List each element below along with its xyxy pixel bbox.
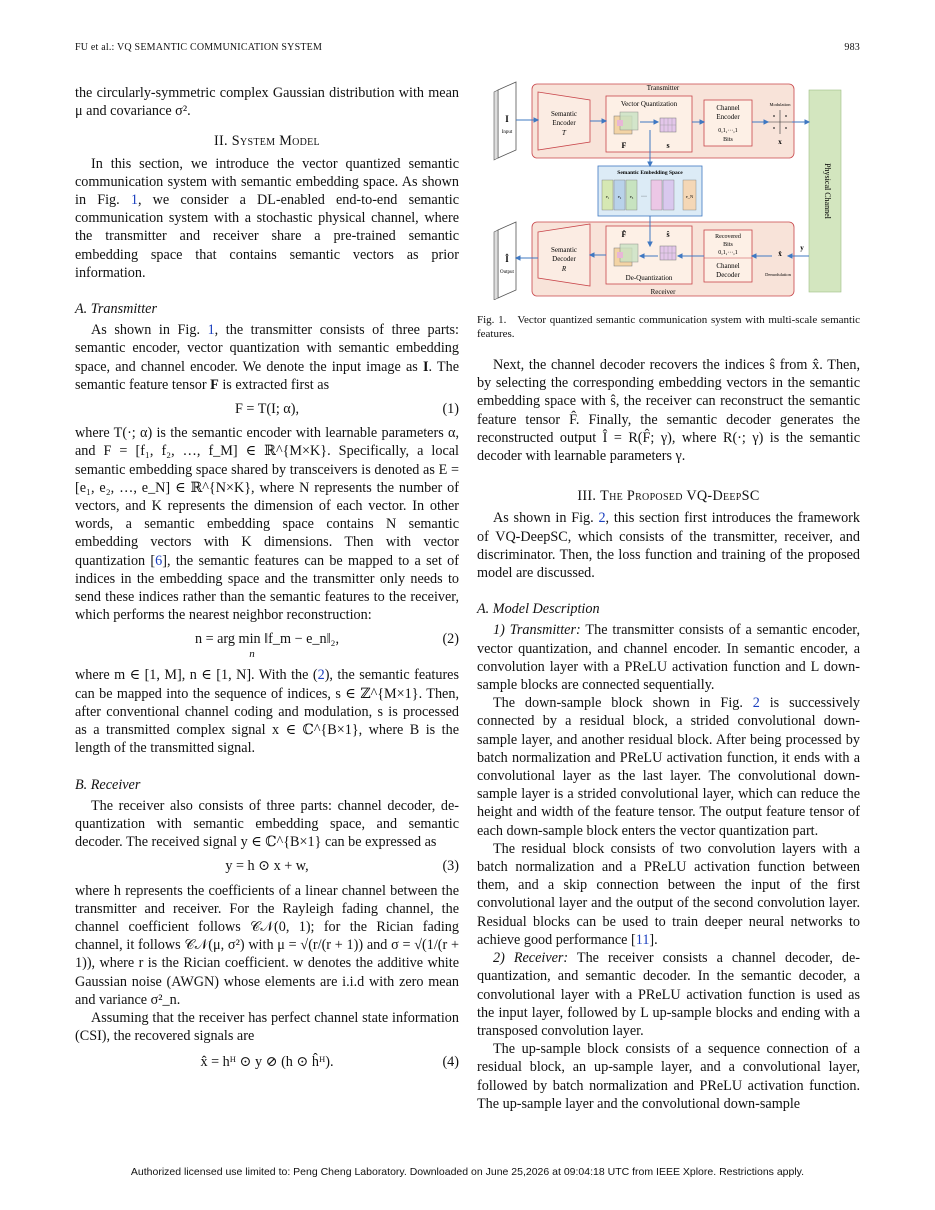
section-title: System Model [231, 133, 320, 150]
recovered-bits-label: Recovered [715, 234, 741, 240]
equation-body: F = T(I; α), [234, 401, 300, 418]
equation-number: (1) [442, 401, 459, 418]
paragraph: where h represents the coefficients of a linear channel between the transmitter and receiver. For the Rayleigh fading channel, the channel coefficient follows 𝒞𝒩(0, 1); for the Rician fading channel, it follows 𝒞𝒩(μ, σ²) with μ = √(r/(r + 1)) and σ = √(1/(r + 1)), where r is the Rician coefficient. w denotes the additive white Gaussian noise (AWGN) whose elements are i.i.d with zero mean and variance σ²_n. [75, 882, 459, 1008]
figure-link[interactable]: 2 [598, 510, 606, 527]
physical-channel-label: Physical Channel [823, 163, 832, 219]
paragraph: The down-sample block shown in Fig. 2 is successively connected by a residual block, a strided convolutional down-sample layer, and another residual block. After being processed by batch normalization and PReLU activation function, it ends with a convolutional layer as the last layer. The convolutional down-sample layer is a strided convolutional layer, which can reduce the height and width of the feature tensor. The output feature tensor of each down-sample block enters the vector quantization part. [477, 695, 860, 839]
caption-label: Fig. 1. [477, 314, 507, 326]
equation-body: n = arg min ‖f_m − e_n‖₂, [194, 631, 340, 648]
figure-1-diagram [490, 80, 860, 300]
demodulation-label: Demodulation [765, 272, 791, 277]
paragraph: As shown in Fig. 1, the transmitter consists of three parts: semantic encoder, vector quantization with semantic embedding space, and channel encoder. We denote the input image as I. The semantic feature tensor F is extracted first as [75, 322, 460, 393]
embedding-ellipsis: ··· [641, 194, 647, 200]
input-image [494, 82, 516, 160]
recovered-bits-label-2: Bits [723, 242, 733, 248]
paragraph: where m ∈ [1, M], n ∈ [1, N]. With the (2), the semantic features can be mapped into the sequence of indices, s ∈ ℤ^{M×1}. Then, after conventional channel coding and modulation, s is processed as a transmitted complex signal x ∈ ℂ^{B×1}, where B is the length of the transmitted signal. [75, 667, 459, 757]
index-symbol: s [666, 141, 670, 150]
equation-body: x̂ = hᴴ ⊙ y ⊘ (h ⊙ ĥᴴ). [200, 1054, 334, 1071]
paragraph: The receiver also consists of three parts: channel decoder, de-quantization with semantic embedding space, and semantic decoder. The received signal y ∈ ℂ^{B×1} can be expressed as [75, 797, 459, 851]
paragraph: Next, the channel decoder recovers the indices ŝ from x̂. Then, by selecting the corresponding embedding vectors in the semantic embedding space with ŝ, the receiver can reconstruct the semantic feature tensor F̂. Finally, the semantic decoder generates the reconstructed output Î = R(F̂; γ), where R(·; γ) is the semantic decoder with learnable parameters γ. [477, 357, 860, 465]
section-title: The Proposed VQ-DeepSC [600, 488, 760, 505]
paragraph: 1) Transmitter: The transmitter consists of a semantic encoder, vector quantization, and channel encoder. In semantic encoder, a convolution layer with a PReLU activation function and L down-sample blocks are connected sequentially. [477, 622, 861, 694]
paragraph: Assuming that the receiver has perfect channel state information (CSI), the recovered signals are [75, 1009, 459, 1045]
right-column [477, 356, 860, 1113]
bits-label: Bits [723, 137, 733, 143]
embedding-cell-label: e₂ [617, 194, 622, 199]
channel-encoder-label-2: Encoder [716, 113, 740, 121]
caption-text: Vector quantized semantic communication system with multi-scale semantic features. [477, 314, 861, 340]
output-label: Output [500, 270, 514, 275]
subsection-heading-receiver: B. Receiver [75, 776, 141, 793]
de-quantization-label: De-Quantization [625, 274, 673, 282]
figure-link[interactable]: 1 [207, 322, 215, 339]
channel-decoder-label: Channel [716, 262, 740, 270]
paragraph: The up-sample block consists of a sequence connection of a residual block, an up-sample layer, and a convolutional layer, followed by batch normalization and PReLU activation function. The up-sample layer and the convolutional down-sample [477, 1041, 860, 1112]
figure-link[interactable]: 2 [752, 695, 760, 712]
section-heading-vq-deepsc [477, 487, 860, 505]
channel-encoder-label: Channel [716, 104, 740, 112]
equation-number: (3) [442, 858, 459, 875]
figure-caption [477, 314, 860, 341]
semantic-decoder-symbol: R [561, 265, 567, 273]
feature-symbol: F [621, 141, 627, 150]
paragraph: 2) Receiver: The receiver consists a channel decoder, de-quantization, and semantic decoder. In the semantic decoder, a convolutional layer with a PReLU activation function is used as the input layer, followed by L up-sample blocks and ending with a transposed convolution layer. [477, 950, 860, 1039]
equation-4 [75, 1053, 459, 1071]
embedding-space-label: Semantic Embedding Space [617, 170, 683, 176]
paragraph-run-in-head: 1) Transmitter: [493, 622, 581, 639]
page-number: 983 [844, 42, 860, 53]
equation-2 [75, 630, 459, 660]
modulation-label: Modulation [769, 102, 791, 107]
vector-quantization-label: Vector Quantization [620, 100, 678, 108]
semantic-encoder-label-2: Encoder [552, 119, 576, 127]
embedding-cell-label: e_N [685, 194, 694, 199]
paragraph: The residual block consists of two convolution layers with a batch normalization and a PReLU activation function between them, and a skip connection between the input of the first convolutional layer and the output of the second convolution layer. Residual blocks can be used to train deeper neural networks to achieve good performance [11]. [477, 840, 860, 948]
output-symbol: Î [505, 254, 509, 264]
equation-number: (2) [442, 631, 459, 648]
recovered-index-grid-icon [660, 246, 676, 260]
equation-1 [75, 400, 459, 418]
paragraph: where T(·; α) is the semantic encoder with learnable parameters α, and F = [f₁, f₂, …, f_M] ∈ ℝ^{M×K}. Specifically, a local semantic embedding space shared by transceivers is denoted as E = [e₁, e₂, …, e_N] ∈ ℝ^{N×K}, where N represents the number of vectors, and K represents the dimension of each vector. In other words, a semantic embedding space contains N semantic embedding vectors with K dimensions. Then with vector quantization [6], the semantic features can be mapped to a set of indices in the embedding space and the transmitter only needs to send these indices rather than the semantic features to the receiver, which performs the nearest neighbor reconstruction: [75, 425, 460, 624]
subsection-heading-model-description: A. Model Description [477, 601, 600, 618]
semantic-decoder-label-2: Decoder [552, 255, 576, 263]
paragraph-run-in-head: 2) Receiver: [493, 950, 569, 967]
channel-decoder-label-2: Decoder [716, 271, 740, 279]
semantic-encoder-label: Semantic [550, 110, 578, 118]
running-title: FU et al.: VQ SEMANTIC COMMUNICATION SYSTEM [75, 42, 323, 53]
transmitter-label: Transmitter [646, 84, 680, 92]
embedding-cell-label: e₁ [605, 194, 610, 199]
equation-3 [75, 857, 459, 875]
semantic-decoder-label: Semantic [550, 246, 578, 254]
embedding-cell-label: e₃ [629, 194, 634, 199]
section-number: II. [214, 133, 228, 150]
semantic-encoder-symbol: T [562, 129, 566, 137]
equation-body: y = h ⊙ x + w, [225, 858, 309, 875]
section-heading-system-model [75, 132, 459, 150]
paragraph: In this section, we introduce the vector quantized semantic communication system with semantic embedding space. As shown in Fig. 1, we consider a DL-enabled end-to-end semantic communication system with a stochastic physical channel, where the transmitter and receiver share a pre-trained semantic embedding space that contains semantic vectors as prior information. [75, 155, 459, 281]
paragraph: As shown in Fig. 2, this section first introduces the framework of VQ-DeepSC, which consists of the transmitter, receiver, and discriminator. Then, the loss function and training of the proposed model are discussed. [477, 510, 860, 582]
index-grid-icon [660, 118, 676, 132]
output-image [494, 222, 516, 300]
recovered-index-symbol: ŝ [666, 230, 670, 239]
signal-y-symbol: y [800, 244, 804, 252]
input-label: Input [501, 130, 513, 135]
subsection-heading-transmitter: A. Transmitter [75, 301, 157, 318]
receiver-label: Receiver [650, 288, 676, 296]
recovered-bits-values: 0,1,···,1 [718, 250, 738, 256]
bits-values: 0,1,···,1 [718, 128, 738, 134]
equation-link[interactable]: 2 [317, 667, 325, 684]
equation-number: (4) [442, 1054, 459, 1071]
input-symbol: I [505, 114, 509, 124]
recovered-feature-symbol: F̂ [621, 230, 627, 239]
license-footer: Authorized licensed use limited to: Peng Cheng Laboratory. Downloaded on June 25,2026 at 09:04:18 UTC from IEEE Xplore. Restrictions apply. [130, 1166, 805, 1178]
citation-link[interactable]: 6 [155, 552, 163, 569]
intro-tail: the circularly-symmetric complex Gaussian distribution with mean μ and covariance σ². [75, 85, 459, 120]
section-number: III. [577, 488, 597, 505]
citation-link[interactable]: 11 [635, 931, 650, 948]
signal-x-symbol: x [778, 138, 782, 146]
left-column [75, 84, 459, 1078]
equation-subscript: n [249, 647, 255, 660]
signal-xhat-symbol: x̂ [778, 250, 782, 258]
figure-link[interactable]: 1 [130, 192, 138, 209]
